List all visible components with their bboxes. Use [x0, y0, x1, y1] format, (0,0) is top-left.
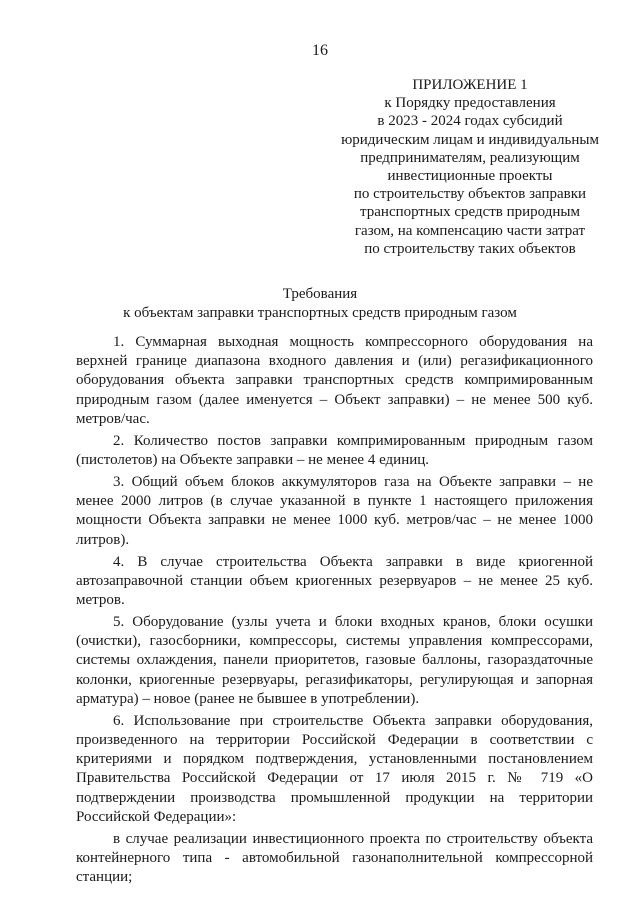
- appendix-line: юридическим лицам и индивидуальным: [341, 131, 599, 148]
- requirements-subtitle: к объектам заправки транспортных средств природным газом: [123, 305, 517, 321]
- requirements-title: Требования: [282, 286, 358, 302]
- appendix-line: по строительству таких объектов: [364, 240, 576, 257]
- paragraph-3: 3. Общий объем блоков аккумуляторов газа на Объекте заправки – не менее 2000 литров (в случае указанной в пункте 1 настоящего приложения мощности Объекта заправки не менее 1000 куб. метров/час – не менее 1000 литров).: [76, 474, 593, 548]
- appendix-line: к Порядку предоставления: [384, 95, 556, 112]
- appendix-title: ПРИЛОЖЕНИЕ 1: [412, 77, 528, 93]
- appendix-header: [330, 76, 610, 258]
- paragraph-2: 2. Количество постов заправки компримированным природным газом (пистолетов) на Объекте заправки – не менее 4 единиц.: [76, 432, 593, 469]
- requirements-heading: [0, 285, 640, 323]
- appendix-line: предпринимателям, реализующим: [360, 149, 580, 166]
- appendix-line: газом, на компенсацию части затрат: [354, 222, 586, 239]
- page-number: 16: [312, 42, 328, 59]
- document-body: [76, 333, 593, 890]
- paragraph-4: 4. В случае строительства Объекта заправки в виде криогенной автозаправочной станции объем криогенных резервуаров – не менее 25 куб. метров.: [76, 553, 593, 609]
- paragraph-1: 1. Суммарная выходная мощность компрессорного оборудования на верхней границе диапазона входного давления и (или) регазификационного оборудования объекта заправки транспортных средств компримированным природным газом (далее именуется – Объект заправки) – не менее 500 куб. метров/час.: [76, 334, 593, 427]
- appendix-line: транспортных средств природным: [360, 204, 580, 221]
- appendix-line: по строительству объектов заправки: [353, 186, 587, 203]
- paragraph-6: 6. Использование при строительстве Объекта заправки оборудования, произведенного на территории Российской Федерации в соответствии с критериями и порядком подтверждения, установленными постановлением Правительства Российской Федерации от 17 июля 2015 г. № 719 «О подтверждении производства промышленной продукции на территории Российской Федерации»:: [76, 712, 593, 825]
- appendix-line: в 2023 - 2024 годах субсидий: [377, 113, 563, 130]
- paragraph-5: 5. Оборудование (узлы учета и блоки входных кранов, блоки осушки (очистки), газосборники, компрессоры, системы управления компрессорами, системы охлаждения, панели приоритетов, газовые баллоны, газораздаточные колонки, криогенные резервуары, регазификаторы, регулирующая и запорная арматура) – новое (ранее не бывшее в употреблении).: [76, 614, 593, 707]
- paragraph-6-subitem: в случае реализации инвестиционного проекта по строительству объекта контейнерного типа - автомобильной газонаполнительной компрессорной станции;: [76, 830, 593, 886]
- appendix-line: инвестиционные проекты: [387, 168, 553, 185]
